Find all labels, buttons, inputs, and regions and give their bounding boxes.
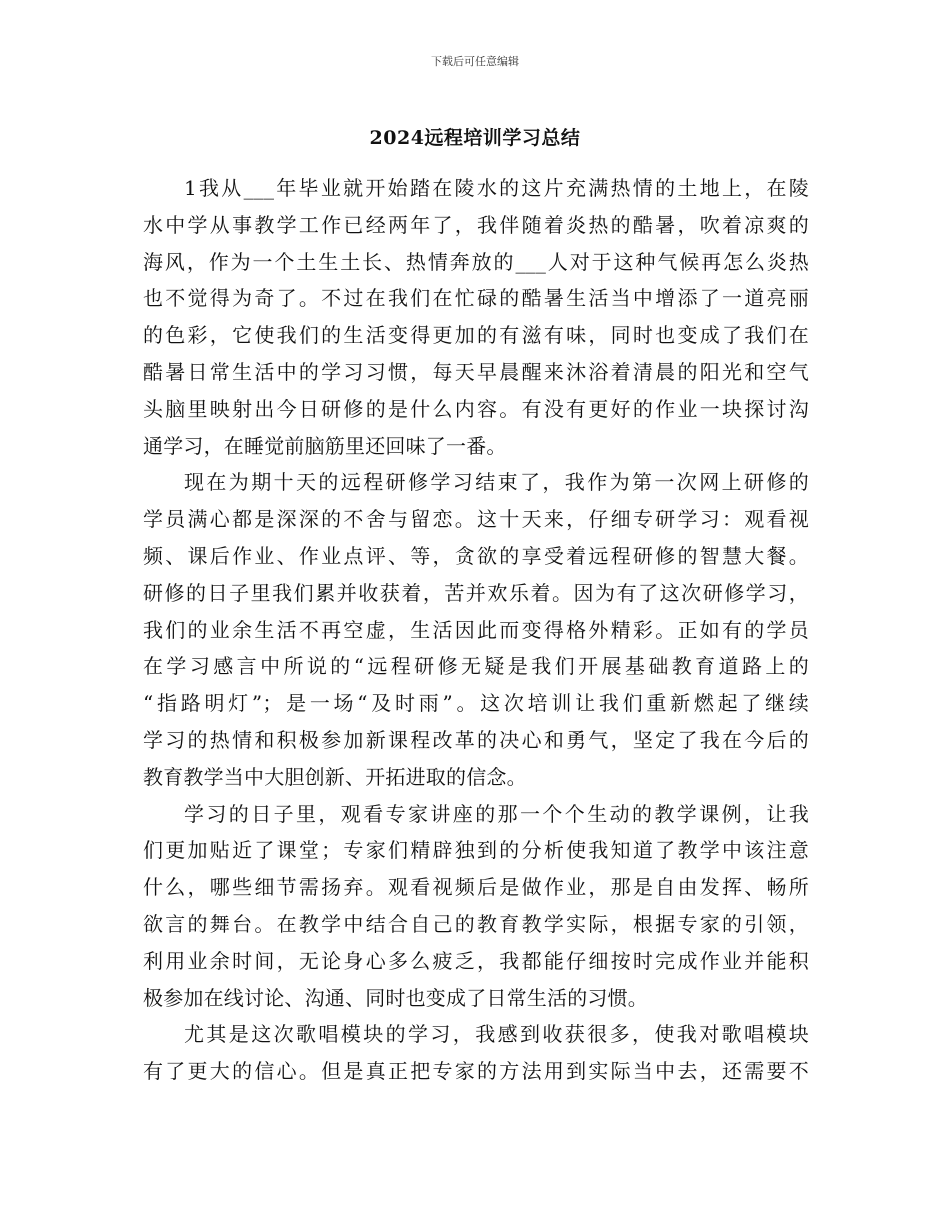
paragraph-4 bbox=[143, 1016, 809, 1090]
text-line: 现在为期十天的远程研修学习结束了，我作为第一次网上研修的 bbox=[184, 470, 809, 495]
text-line: 海风，作为一个土生土长、热情奔放的___人对于这种气候再怎么炎热 bbox=[143, 249, 809, 274]
text-line: 学习的热情和积极参加新课程改革的决心和勇气，坚定了我在今后的 bbox=[143, 727, 809, 752]
paragraph-2 bbox=[143, 464, 809, 795]
document-body bbox=[143, 170, 809, 1090]
text-line: “指路明灯”；是一场“及时雨”。这次培训让我们重新燃起了继续 bbox=[143, 691, 809, 716]
text-line: 我们的业余生活不再空虚，生活因此而变得格外精彩。正如有的学员 bbox=[143, 617, 809, 642]
document-title: 2024远程培训学习总结 bbox=[369, 127, 581, 149]
text-line: 的色彩，它使我们的生活变得更加的有滋有味，同时也变成了我们在 bbox=[143, 323, 809, 348]
text-line: 们更加贴近了课堂；专家们精辟独到的分析使我知道了教学中该注意 bbox=[143, 838, 809, 863]
text-line: 极参加在线讨论、沟通、同时也变成了日常生活的习惯。 bbox=[143, 985, 648, 1010]
text-line: 频、课后作业、作业点评、等，贪欲的享受着远程研修的智慧大餐。 bbox=[143, 543, 809, 568]
paragraph-1 bbox=[143, 170, 809, 464]
text-line: 1我从___年毕业就开始踏在陵水的这片充满热情的土地上，在陵 bbox=[184, 176, 809, 200]
text-line: 有了更大的信心。但是真正把专家的方法用到实际当中去，还需要不 bbox=[143, 1059, 809, 1084]
text-line: 什么，哪些细节需扬弃。观看视频后是做作业，那是自由发挥、畅所 bbox=[143, 875, 809, 900]
text-line: 通学习，在睡觉前脑筋里还回味了一番。 bbox=[143, 433, 507, 458]
text-line: 酷暑日常生活中的学习习惯，每天早晨醒来沐浴着清晨的阳光和空气 bbox=[143, 359, 809, 384]
text-line: 也不觉得为奇了。不过在我们在忙碌的酷暑生活当中增添了一道亮丽 bbox=[143, 286, 809, 311]
text-line: 尤其是这次歌唱模块的学习，我感到收获很多，使我对歌唱模块 bbox=[184, 1022, 809, 1047]
paragraph-3 bbox=[143, 796, 809, 1017]
text-line: 水中学从事教学工作已经两年了，我伴随着炎热的酷暑，吹着凉爽的 bbox=[143, 212, 809, 237]
page-header-note: 下载后可任意编辑 bbox=[431, 55, 519, 68]
text-line: 欲言的舞台。在教学中结合自己的教育教学实际，根据专家的引领， bbox=[143, 911, 809, 936]
text-line: 利用业余时间，无论身心多么疲乏，我都能仔细按时完成作业并能积 bbox=[143, 948, 809, 973]
text-line: 学习的日子里，观看专家讲座的那一个个生动的教学课例，让我 bbox=[184, 801, 809, 826]
text-line: 头脑里映射出今日研修的是什么内容。有没有更好的作业一块探讨沟 bbox=[143, 396, 809, 421]
text-line: 学员满心都是深深的不舍与留恋。这十天来，仔细专研学习：观看视 bbox=[143, 507, 809, 532]
text-line: 教育教学当中大胆创新、开拓进取的信念。 bbox=[143, 764, 527, 789]
text-line: 在学习感言中所说的“远程研修无疑是我们开展基础教育道路上的 bbox=[143, 654, 809, 679]
text-line: 研修的日子里我们累并收获着，苦并欢乐着。因为有了这次研修学习， bbox=[143, 580, 809, 605]
